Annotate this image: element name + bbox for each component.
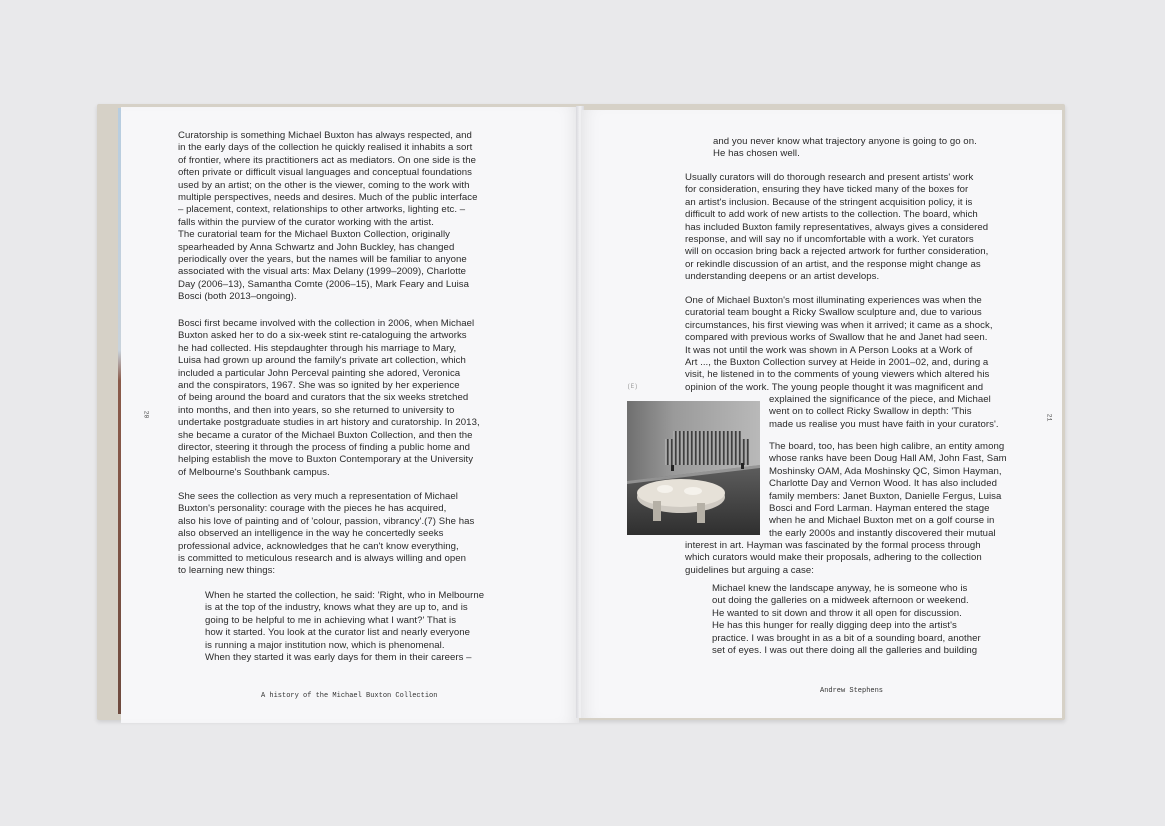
- right-block-quote: Michael knew the landscape anyway, he is someone who is out doing the galleries on a midweek afternoon or weekend. He wanted to sit down and throw it all open for discussion. He has this hunger for really digging deep into the artist's practice. I was brought in as a bit of a sounding board, another set of eyes. I was out there doing all the galleries and building: [712, 583, 981, 657]
- left-paragraph-2: Bosci first became involved with the collection in 2006, when Michael Buxton asked her to do a six-week stint re-cataloguing the artworks he had collected. His stepdaughter through his marriage to Mary, Luisa had grown up around the family's private art collection, which included a particular John Perceval painting she adored, Veronica and the conspirators, 1967. She was so ignited by her experience of being around the board and curators that the six weeks stretched into months, and then into years, so she returned to university to undertake postgraduate studies in art history and curatorship. In 2013, she became a curator of the Michael Buxton Collection, and then the director, steering it through the process of finding a public home and helping establish the move to Buxton Contemporary at the University of Melbourne's Southbank campus.: [178, 318, 480, 478]
- left-page-number: 20: [142, 410, 150, 419]
- right-paragraph-2-wrap: explained the significance of the piece, and Michael went on to collect Ricky Swallow in depth: 'This made us realise you must have faith in your curators'.: [769, 394, 999, 430]
- left-paragraph-3: She sees the collection as very much a representation of Michael Buxton's personality: courage with the pieces he has acquired, also his love of painting and of 'colour, passion, vibrancy'.(7) She has also observed an intelligence in the way he concertedly seeks professional advice, acknowledges that he can't know everything, is committed to meticulous research and is always willing and open to learning new things:: [178, 491, 475, 577]
- right-page-number: 21: [1045, 413, 1053, 422]
- right-quote-continuation: and you never know what trajectory anyone is going to go on. He has chosen well.: [713, 136, 977, 160]
- right-paragraph-3-wrap: The board, too, has been high calibre, an entity among whose ranks have been Doug Hall AM, John Fast, Sam Moshinsky OAM, Ada Moshinsky QC, Simon Hayman, Charlotte Day and Vernon Wood. It has also included family members: Janet Buxton, Danielle Fergus, Luisa Bosci and Ford Larman. Hayman entered the stage when he and Michael Buxton met on a golf course in the early 2000s and instantly discovered their mutual: [769, 441, 1007, 539]
- left-running-footer: A history of the Michael Buxton Collection: [261, 692, 438, 700]
- right-paragraph-1: Usually curators will do thorough research and present artists' work for consideration, ensuring they have ticked many of the boxes for an artist's inclusion. Because of the stringent acquisition policy, it is difficult to add work of new artists to the collection. The board, which has included Buxton family representatives, always gives a considered response, and will say no if uncomfortable with a work. Yet curators will on occasion bring back a rejected artwork for further consideration, or rekindle discussion of an artist, and the response might change as understanding deepens or an artist develops.: [685, 172, 989, 283]
- right-paragraph-2: One of Michael Buxton's most illuminating experiences was when the curatorial team bought a Ricky Swallow sculpture and, due to various circumstances, his first viewing was when it arrived; it came as a shock, compared with previous works of Swallow that he and Janet had seen. It was not until the work was shown in A Person Looks at a Work of Art ..., the Buxton Collection survey at Heide in 2001–02, and, during a visit, he listened in to the comments of young viewers which altered his opinion of the work. The young people thought it was magnificent and: [685, 295, 993, 393]
- right-running-footer: Andrew Stephens: [820, 687, 884, 695]
- figure-label: (E): [627, 383, 638, 390]
- left-block-quote: When he started the collection, he said: 'Right, who in Melbourne is at the top of the industry, knows what they are up to, and is going to be helpful to me in achieving what I want?' That is how it started. You look at the curator list and nearly everyone is running a major institution now, which is phenomenal. When they started it was early days for them in their careers –: [205, 590, 485, 664]
- sculpture-photo: [627, 401, 760, 535]
- left-paragraph-1: Curatorship is something Michael Buxton has always respected, and in the early days of the collection he quickly realised it inhabits a sort of frontier, where its practitioners act as mediators. On one side is the often private or difficult visual languages and conceptual foundations used by an artist; on the other is the viewer, coming to the work with multiple perspectives, needs and desires. Much of the public interface – placement, context, relationships to other artworks, lighting etc. – falls within the purview of the curator working with the artist. The curatorial team for the Michael Buxton Collection, originally spearheaded by Anna Schwartz and John Buckley, has changed periodically over the years, but the names will be familiar to anyone associated with the visual arts: Max Delany (1999–2009), Charlotte Day (2006–13), Samantha Comte (2006–15), Mark Feary and Luisa Bosci (both 2013–ongoing).: [178, 130, 478, 303]
- right-paragraph-3: interest in art. Hayman was fascinated by the formal process through which curators would make their proposals, adhering to the collection guidelines but arguing a case:: [685, 540, 982, 576]
